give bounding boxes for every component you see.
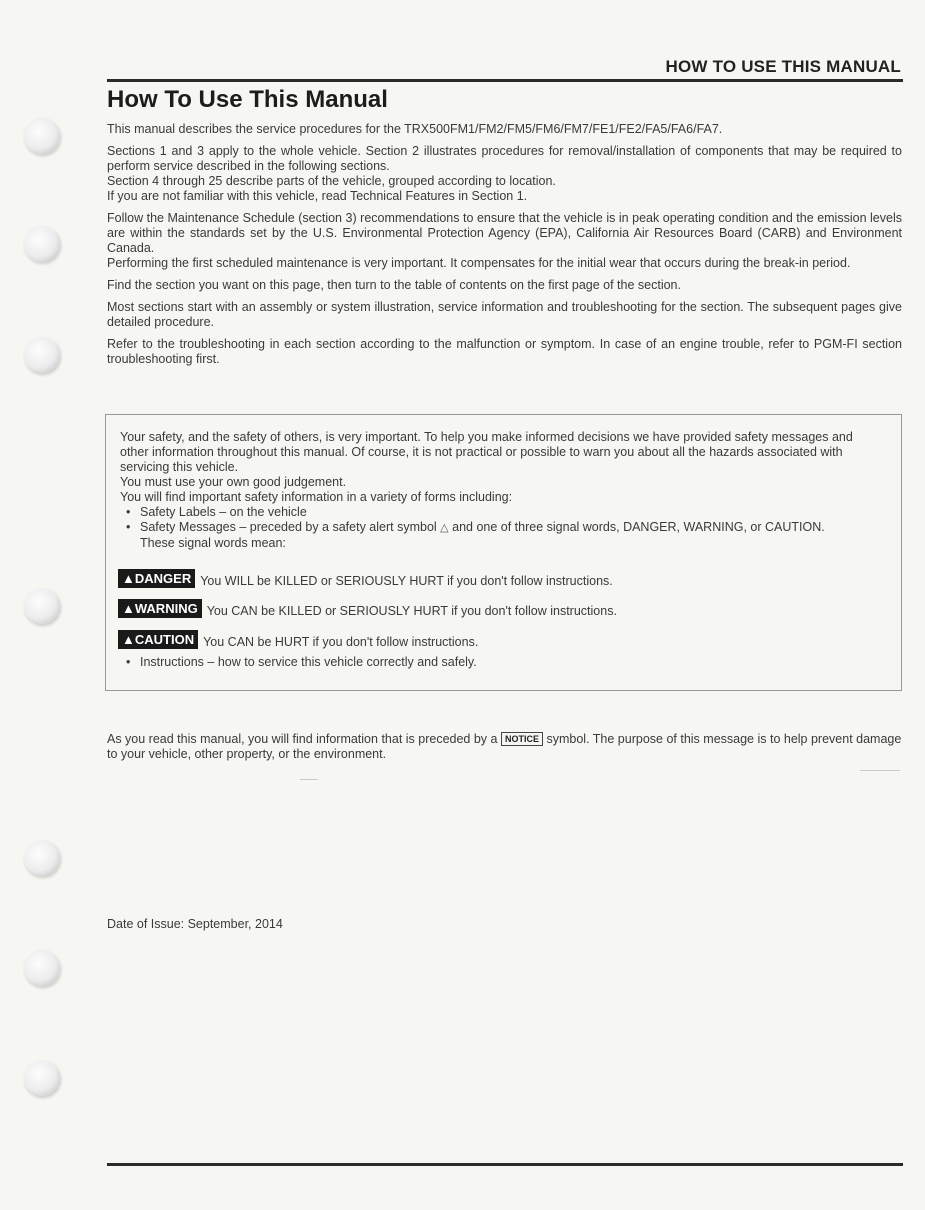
safety-forms: You will find important safety information in a variety of forms including: (120, 490, 513, 504)
bullet-text: and one of three signal words, DANGER, WARNING, or CAUTION. (452, 520, 825, 534)
binder-hole (24, 1060, 60, 1096)
notice-text: symbol. The purpose of this message is to help prevent damage to your vehicle, other property, or the environment. (107, 732, 902, 761)
danger-row (118, 569, 613, 588)
bullet-icon: • (126, 520, 131, 534)
bullet-icon: • (126, 655, 131, 669)
scan-mark (860, 770, 900, 771)
safety-text-tail (120, 655, 880, 670)
bullet-icon: • (126, 505, 131, 519)
scan-mark (300, 779, 318, 780)
bullet-text: These signal words mean: (140, 536, 286, 550)
paragraph: Sections 1 and 3 apply to the whole vehicle. Section 2 illustrates procedures for removal/installation of components that may be required to perform service described in the following sections. (107, 144, 902, 173)
binder-hole (24, 226, 60, 262)
list-item (120, 520, 880, 551)
binder-hole (24, 950, 60, 986)
binder-hole (24, 337, 60, 373)
caution-text: You CAN be HURT if you don't follow instructions. (203, 635, 479, 649)
paragraph: If you are not familiar with this vehicle, read Technical Features in Section 1. (107, 189, 528, 203)
warning-row (118, 599, 617, 618)
footer-rule (107, 1163, 903, 1166)
danger-label: ▲DANGER (118, 569, 195, 588)
intro-text (107, 122, 902, 367)
bullet-text: Instructions – how to service this vehicle correctly and safely. (140, 655, 477, 669)
safety-information-box (105, 414, 902, 691)
bullet-text: Safety Messages – preceded by a safety alert symbol (140, 520, 437, 534)
warning-label: ▲WARNING (118, 599, 202, 618)
caution-row (118, 630, 478, 649)
section-header: HOW TO USE THIS MANUAL (665, 57, 901, 76)
date-of-issue: Date of Issue: September, 2014 (107, 917, 283, 931)
bullet-text: Safety Labels – on the vehicle (140, 505, 307, 519)
binder-hole (24, 118, 60, 154)
safety-intro: Your safety, and the safety of others, is very important. To help you make informed decisions we have provided safety messages and other information throughout this manual. Of course, it is not practical or possible to warn you about all the hazards associated with servicing this vehicle. (120, 430, 853, 474)
notice-text: As you read this manual, you will find information that is preceded by a (107, 732, 498, 746)
paragraph: This manual describes the service procedures for the TRX500FM1/FM2/FM5/FM6/FM7/FE1/FE2/FA5/FA6/FA7. (107, 122, 723, 136)
paragraph: Find the section you want on this page, then turn to the table of contents on the first page of the section. (107, 278, 681, 292)
danger-text: You WILL be KILLED or SERIOUSLY HURT if you don't follow instructions. (200, 574, 613, 588)
paragraph: Performing the first scheduled maintenance is very important. It compensates for the initial wear that occurs during the break-in period. (107, 256, 851, 270)
header-rule (107, 79, 903, 82)
binder-hole (24, 840, 60, 876)
safety-text (120, 430, 880, 551)
page-title: How To Use This Manual (107, 86, 388, 113)
paragraph: Section 4 through 25 describe parts of the vehicle, grouped according to location. (107, 174, 556, 188)
list-item (120, 655, 880, 670)
paragraph: Most sections start with an assembly or system illustration, service information and troubleshooting for the section. The subsequent pages give detailed procedure. (107, 300, 902, 329)
notice-paragraph (107, 732, 902, 762)
safety-judgement: You must use your own good judgement. (120, 475, 347, 489)
paragraph: Refer to the troubleshooting in each section according to the malfunction or symptom. In case of an engine trouble, refer to PGM-FI section troubleshooting first. (107, 337, 902, 366)
list-item (120, 505, 880, 520)
paragraph: Follow the Maintenance Schedule (section 3) recommendations to ensure that the vehicle is in peak operating condition and the emission levels are within the standards set by the U.S. Environmental Protection Agency (EPA), California Air Resources Board (CARB) and Environment Canada. (107, 211, 902, 255)
binder-hole (24, 588, 60, 624)
caution-label: ▲CAUTION (118, 630, 198, 649)
safety-alert-icon: △ (440, 522, 449, 534)
warning-text: You CAN be KILLED or SERIOUSLY HURT if you don't follow instructions. (206, 604, 617, 618)
notice-symbol: NOTICE (501, 732, 543, 746)
